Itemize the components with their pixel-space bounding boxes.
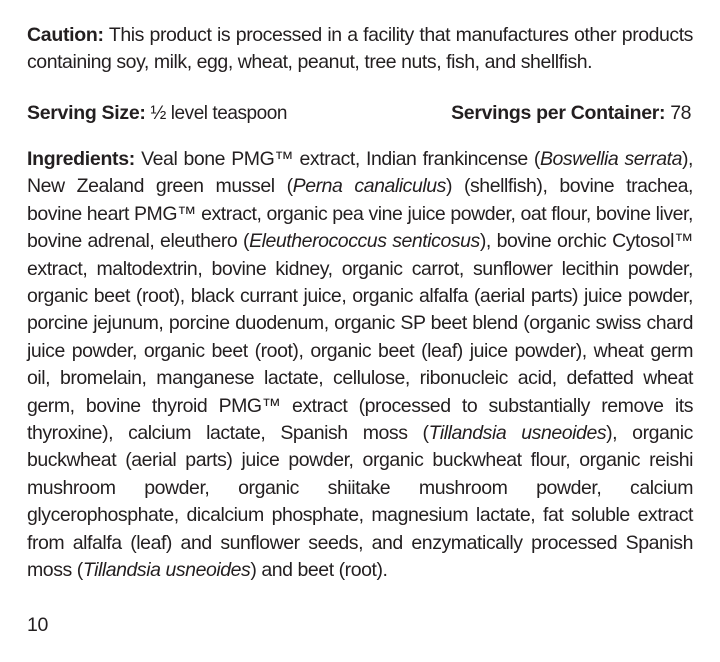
serving-size [27, 99, 287, 128]
ingredient-segment: ), New Zealand green mussel ( [27, 148, 694, 198]
ingredient-segment-italic: Eleutherococcus senticosus [249, 230, 480, 253]
ingredient-segment: ), bovine orchic Cytosol™ extract, maltodextrin, bovine kidney, organic carrot, sunflower lecithin powder, organic beet (root), black currant juice, organic alfalfa (aerial parts) juice powder, porcine jejunum, porcine duodenum, organic SP beet blend (organic swiss chard juice powder, organic beet (root), organic beet (leaf) juice powder), wheat germ oil, bromelain, manganese lactate, cellulose, ribonucleic acid, defatted wheat germ, bovine thyroid PMG™ extract (processed to substantially remove its thyroxine), calcium lactate, Spanish moss ( [27, 230, 693, 445]
ingredient-segment-italic: Boswellia serrata [539, 148, 682, 170]
ingredients-paragraph [27, 146, 693, 585]
servings-per-container-value: 78 [670, 102, 691, 124]
caution-paragraph [27, 22, 693, 77]
serving-size-label: Serving Size: [27, 102, 146, 124]
ingredient-segment-italic: Tillandsia usneoides [428, 422, 607, 445]
ingredient-segment: Veal bone PMG™ extract, Indian frankincense ( [141, 148, 540, 170]
ingredient-segment: ) and beet (root). [250, 559, 388, 582]
servings-per-container [451, 99, 691, 127]
ingredient-segment-italic: Perna canaliculus [292, 175, 446, 198]
caution-text: This product is processed in a facility that manufactures other products containing soy, milk, egg, wheat, peanut, tree nuts, fish, and shellfish. [27, 24, 693, 74]
ingredients-label: Ingredients: [27, 148, 135, 170]
ingredient-segment: ) (shellfish), bovine trachea, bovine heart PMG™ extract, organic pea vine juice powder, oat flour, bovine liver, bovine adrenal, eleuthero ( [27, 175, 693, 253]
caution-label: Caution: [27, 24, 104, 46]
ingredients-text [27, 148, 693, 581]
ingredients-section [27, 146, 693, 585]
page-number: 10 [27, 614, 49, 636]
ingredient-segment: ), organic buckwheat (aerial parts) juice powder, organic buckwheat flour, organic reishi mushroom powder, organic shiitake mushroom powder, calcium glycerophosphate, dicalcium phosphate, magnesium lactate, fat soluble extract from alfalfa (leaf) and sunflower seeds, and enzymatically processed Spanish moss ( [27, 422, 693, 582]
serving-size-value: ½ level teaspoon [150, 103, 287, 124]
servings-per-container-label: Servings per Container: [451, 102, 666, 124]
serving-info-row [27, 99, 693, 127]
caution-section [27, 22, 693, 77]
ingredient-segment-italic: Tillandsia usneoides [82, 559, 251, 582]
